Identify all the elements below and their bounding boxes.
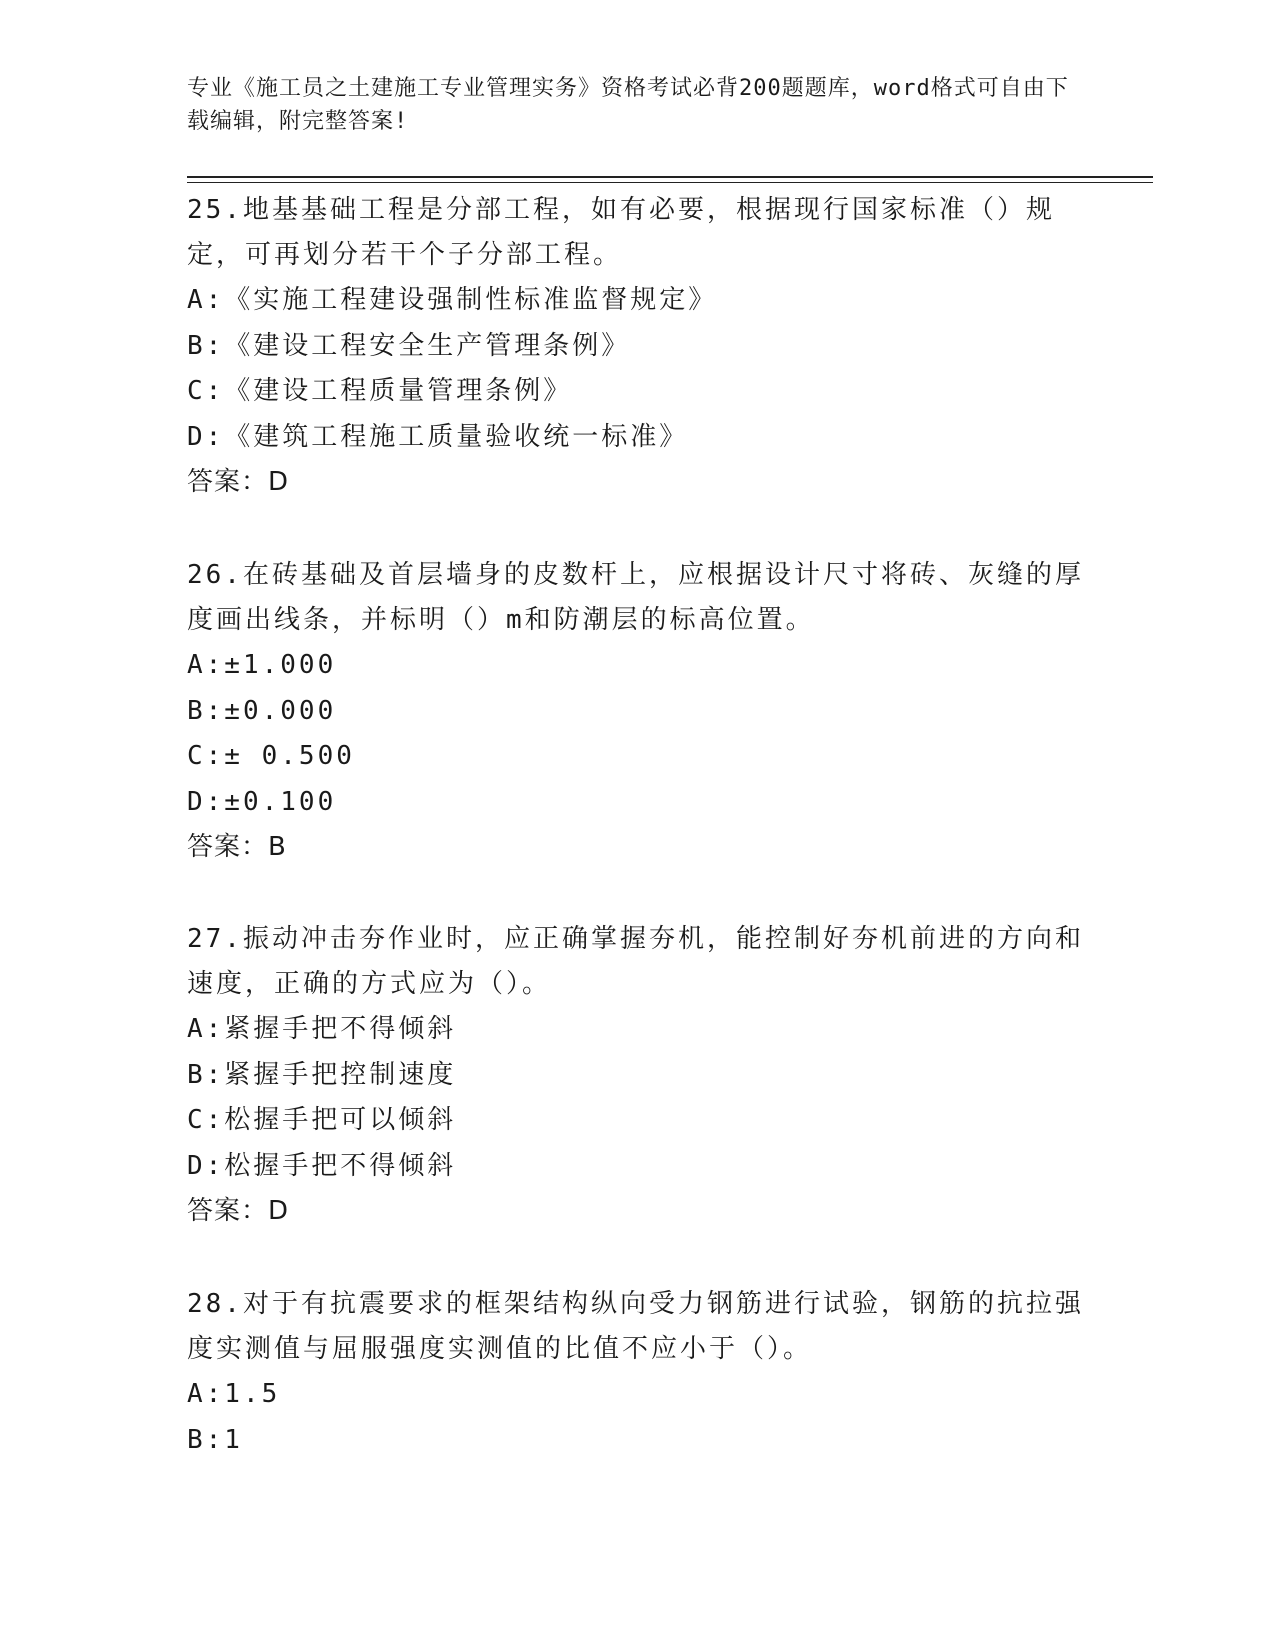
option-a: A:±1.000 bbox=[187, 650, 337, 680]
question-28 bbox=[187, 1282, 1087, 1463]
document-header-text: 专业《施工员之土建施工专业管理实务》资格考试必背200题题库，word格式可自由下载编辑，附完整答案! bbox=[187, 76, 1069, 134]
header-divider-thin bbox=[187, 182, 1153, 183]
question-stem: 27.振动冲击夯作业时，应正确掌握夯机，能控制好夯机前进的方向和速度，正确的方式应为（）。 bbox=[187, 924, 1084, 999]
option-a: A:1.5 bbox=[187, 1379, 281, 1409]
answer-line: 答案：B bbox=[187, 832, 287, 862]
option-b: B:±0.000 bbox=[187, 695, 337, 726]
question-27 bbox=[187, 917, 1087, 1234]
option-c: C:松握手把可以倾斜 bbox=[187, 1105, 457, 1135]
option-b: B:1 bbox=[187, 1424, 243, 1455]
question-stem: 25.地基基础工程是分部工程，如有必要，根据现行国家标准（）规定，可再划分若干个子分部工程。 bbox=[187, 195, 1055, 270]
option-a: A:《实施工程建设强制性标准监督规定》 bbox=[187, 285, 718, 315]
option-c: C:± 0.500 bbox=[187, 741, 355, 771]
answer-line: 答案：D bbox=[187, 467, 290, 497]
option-b: B:紧握手把控制速度 bbox=[187, 1059, 457, 1090]
option-b: B:《建设工程安全生产管理条例》 bbox=[187, 330, 631, 361]
question-stem: 28.对于有抗震要求的框架结构纵向受力钢筋进行试验，钢筋的抗拉强度实测值与屈服强度实测值的比值不应小于（）。 bbox=[187, 1289, 1084, 1364]
option-c: C:《建设工程质量管理条例》 bbox=[187, 376, 573, 406]
question-26 bbox=[187, 553, 1087, 870]
option-a: A:紧握手把不得倾斜 bbox=[187, 1014, 457, 1044]
option-d: D:《建筑工程施工质量验收统一标准》 bbox=[187, 421, 689, 452]
question-stem: 26.在砖基础及首层墙身的皮数杆上，应根据设计尺寸将砖、灰缝的厚度画出线条，并标明（）m和防潮层的标高位置。 bbox=[187, 560, 1084, 635]
header-divider-thick bbox=[187, 176, 1153, 178]
answer-line: 答案：D bbox=[187, 1196, 290, 1226]
option-d: D:±0.100 bbox=[187, 786, 337, 817]
option-d: D:松握手把不得倾斜 bbox=[187, 1150, 457, 1181]
question-25 bbox=[187, 188, 1087, 505]
